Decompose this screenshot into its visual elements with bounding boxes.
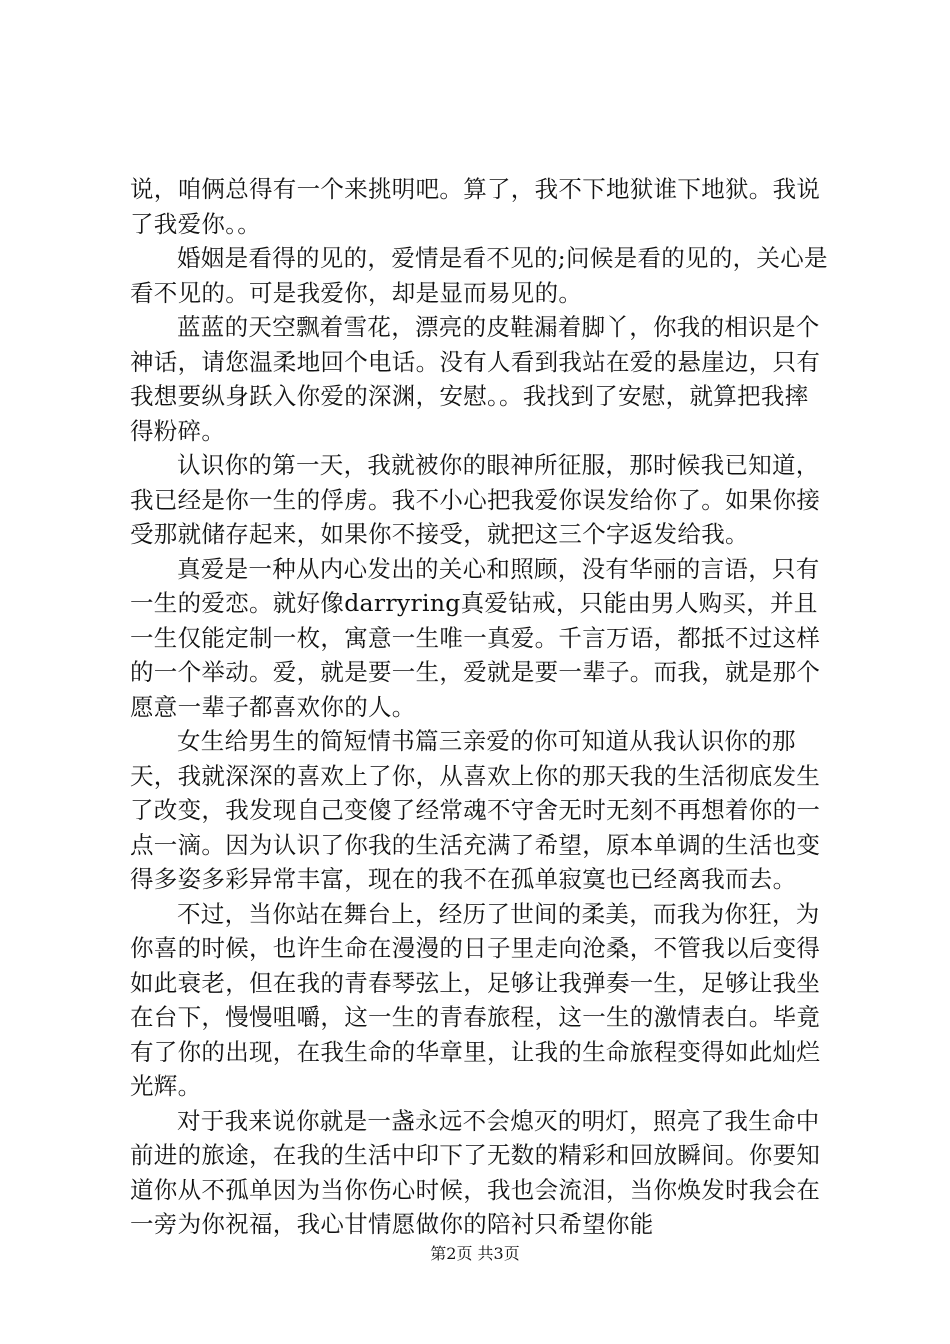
paragraph-4: 认识你的第一天，我就被你的眼神所征服，那时候我已知道，我已经是你一生的俘虏。我不小心把我爱你误发给你了。如果你接受那就储存起来，如果你不接受，就把这三个字返发给我。 xyxy=(130,451,821,548)
paragraph-5: 真爱是一种从内心发出的关心和照顾，没有华丽的言语，只有一生的爱恋。就好像darryring真爱钻戒，只能由男人购买，并且一生仅能定制一枚，寓意一生唯一真爱。千言万语，都抵不过这样的一个举动。爱，就是要一生，爱就是要一辈子。而我，就是那个愿意一辈子都喜欢你的人。 xyxy=(130,554,821,721)
paragraph-3: 蓝蓝的天空飘着雪花，漂亮的皮鞋漏着脚丫，你我的相识是个神话，请您温柔地回个电话。没有人看到我站在爱的悬崖边，只有我想要纵身跃入你爱的深渊，安慰。。我找到了安慰，就算把我摔得粉碎。 xyxy=(130,313,821,445)
paragraph-6: 女生给男生的简短情书篇三亲爱的你可知道从我认识你的那天，我就深深的喜欢上了你，从喜欢上你的那天我的生活彻底发生了改变，我发现自己变傻了经常魂不守舍无时无刻不再想着你的一点一滴。因为认识了你我的生活充满了希望，原本单调的生活也变得多姿多彩异常丰富，现在的我不在孤单寂寞也已经离我而去。 xyxy=(130,727,821,893)
page-number-footer: 第2页 共3页 xyxy=(430,1244,520,1263)
paragraph-1: 说，咱俩总得有一个来挑明吧。算了，我不下地狱谁下地狱。我说了我爱你。。 xyxy=(130,175,821,238)
paragraph-7: 不过，当你站在舞台上，经历了世间的柔美，而我为你狂，为你喜的时候，也许生命在漫漫的日子里走向沧桑，不管我以后变得如此衰老，但在我的青春琴弦上，足够让我弹奏一生，足够让我坐在台下，慢慢咀嚼，这一生的青春旅程，这一生的激情表白。毕竟有了你的出现，在我生命的华章里，让我的生命旅程变得如此灿烂光辉。 xyxy=(130,899,821,1100)
document-body xyxy=(130,172,830,1242)
paragraph-2: 婚姻是看得的见的，爱情是看不见的;问候是看的见的，关心是看不见的。可是我爱你，却是显而易见的。 xyxy=(130,244,828,307)
paragraph-8: 对于我来说你就是一盏永远不会熄灭的明灯，照亮了我生命中前进的旅途，在我的生活中印下了无数的精彩和回放瞬间。你要知道你从不孤单因为当你伤心时候，我也会流泪，当你焕发时我会在一旁为你祝福，我心甘情愿做你的陪衬只希望你能 xyxy=(130,1106,821,1238)
